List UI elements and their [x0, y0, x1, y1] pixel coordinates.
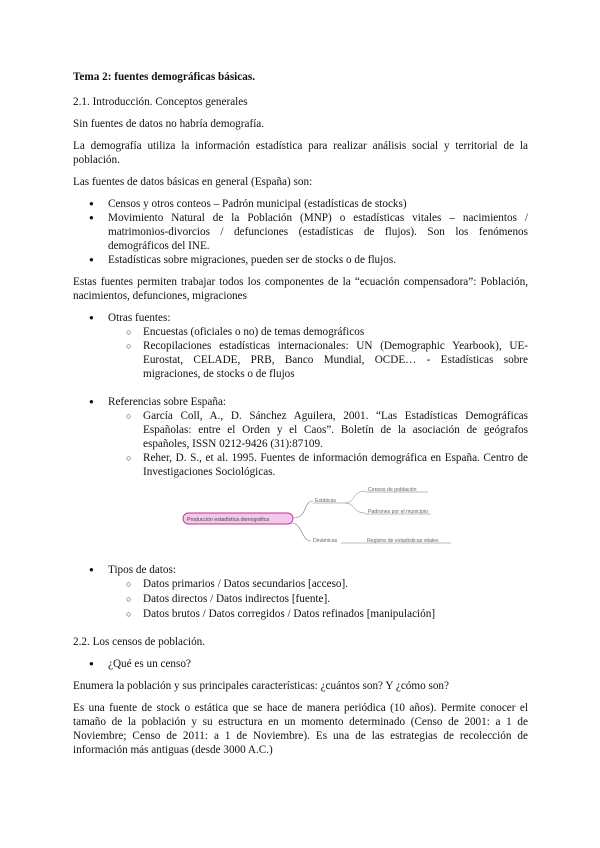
root-node-label: Producción estadística demográfica — [187, 517, 270, 523]
node-censos: Censos de población — [368, 487, 417, 493]
list-item — [73, 563, 528, 621]
sources-list — [73, 197, 528, 267]
section-heading-intro: 2.1. Introducción. Conceptos generales — [73, 96, 248, 108]
sublist-item: ○ Encuestas (oficiales o no) de temas demográficos — [73, 325, 528, 339]
mind-map-diagram — [73, 483, 528, 555]
mind-map-svg — [73, 483, 528, 555]
list-item: ● Censos y otros conteos – Padrón municipal (estadísticas de stocks) — [73, 197, 528, 211]
connector-censos — [345, 491, 365, 503]
list-item: ● Estadísticas sobre migraciones, pueden ser de stocks o de flujos. — [73, 253, 528, 267]
paragraph: La demografía utiliza la información estadística para realizar análisis social y territorial de la población. — [73, 140, 528, 166]
sublist-item: ○ Datos directos / Datos indirectos [fuente]. — [73, 592, 528, 606]
data-types-list — [73, 563, 528, 621]
node-dinamicas: Dinámicas — [313, 538, 338, 544]
paragraph: Las fuentes de datos básicas en general (España) son: — [73, 176, 313, 188]
paragraph: Sin fuentes de datos no habría demografía. — [73, 118, 265, 130]
question-list — [73, 657, 528, 671]
sublist-item: ○ Recopilaciones estadísticas internacionales: UN (Demographic Yearbook), UE-Eurostat, CELADE, PRB, Banco Mundial, OCDE… - Estadísticas sobre migraciones, de stocks o de flujos — [73, 339, 528, 381]
sublist — [73, 325, 528, 381]
sublist-item: ○ Datos primarios / Datos secundarios [acceso]. — [73, 577, 528, 591]
connector-estaticas — [293, 501, 313, 518]
list-item-label: Otras fuentes: — [108, 312, 171, 324]
node-registros: Registro de estadísticas vitales — [367, 538, 439, 544]
list-item — [73, 395, 528, 479]
connector-dinamicas — [291, 523, 311, 541]
other-sources-list — [73, 311, 528, 381]
node-padrones: Padrones por el municipio — [368, 509, 428, 515]
sublist-item: ○ Reher, D. S., et al. 1995. Fuentes de información demográfica en España. Centro de Investigaciones Sociológicas. — [73, 451, 528, 479]
connector-padrones — [345, 503, 365, 513]
list-item: ● ¿Qué es un censo? — [73, 657, 528, 671]
paragraph: Es una fuente de stock o estática que se hace de manera periódica (10 años). Permite conocer el tamaño de la población y su estructura en un momento determinado (Censo de 2001: a 1 de Noviembre; Censo de 2011: a 1 de Noviembre). Es una de las estrategias de recolección de información más antiguas (desde 3000 A.C.) — [73, 702, 528, 756]
list-item-label: Tipos de datos: — [108, 564, 176, 576]
references-list — [73, 395, 528, 479]
section-heading-census: 2.2. Los censos de población. — [73, 636, 206, 648]
list-item-label: Referencias sobre España: — [108, 396, 227, 408]
paragraph: Enumera la población y sus principales características: ¿cuántos son? Y ¿cómo son? — [73, 680, 449, 692]
document-title: Tema 2: fuentes demográficas básicas. — [73, 71, 255, 83]
paragraph: Estas fuentes permiten trabajar todos los componentes de la “ecuación compensadora”: Población, nacimientos, defunciones, migraciones — [73, 276, 528, 302]
sublist-item: ○ Datos brutos / Datos corregidos / Datos refinados [manipulación] — [73, 607, 528, 621]
document-page — [73, 70, 528, 765]
sublist — [73, 409, 528, 479]
node-estaticas: Estáticas — [315, 498, 337, 504]
sublist — [73, 577, 528, 621]
list-item — [73, 311, 528, 381]
list-item: ● Movimiento Natural de la Población (MNP) o estadísticas vitales – nacimientos / matrimonios-divorcios / defunciones (estadísticas de flujos). Son los fenómenos demográficos del INE. — [73, 211, 528, 253]
sublist-item: ○ García Coll, A., D. Sánchez Aguilera, 2001. “Las Estadísticas Demográficas Españolas: entre el Orden y el Caos”. Boletín de la asociación de geógrafos españoles, ISSN 0212-9426 (31):87109. — [73, 409, 528, 451]
